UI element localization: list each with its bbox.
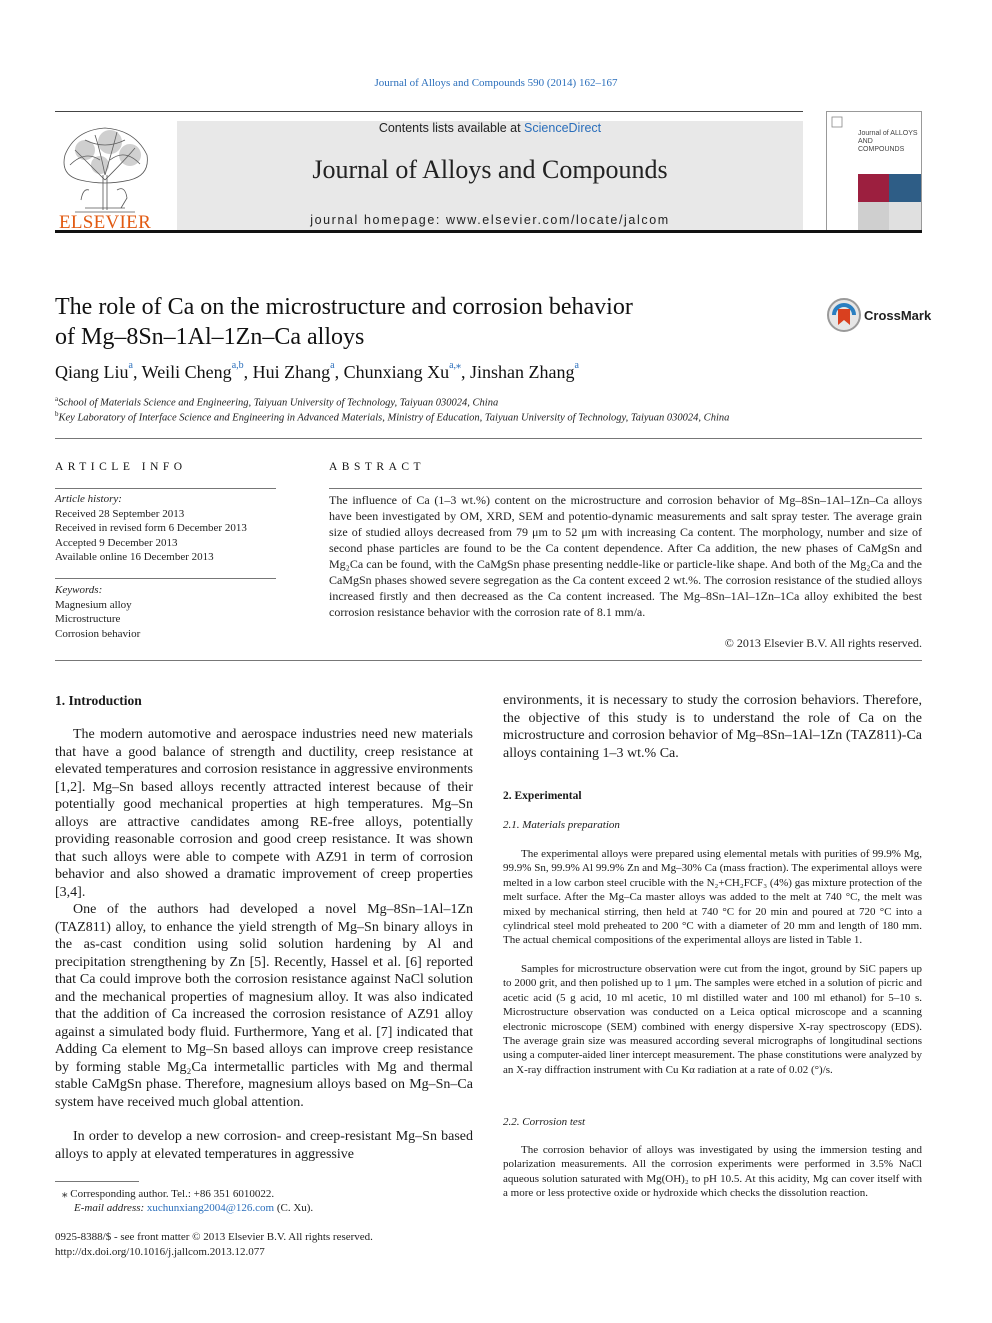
history-item: Received in revised form 6 December 2013 — [55, 522, 247, 535]
article-title-line1: The role of Ca on the microstructure and corrosion behavior — [55, 294, 633, 320]
corrosion-paragraph-1: The corrosion behavior of alloys was investigated by using the immersion testing and polarization measurements. All the corrosion experiments were performed in 3.5% NaCl aqueous solution saturated with Mg(OH)₂ to pH 10.5. At this acidity, Mg can cover itself with a more or less protective oxide or hydroxide which checks the dissolution reaction. — [503, 1144, 922, 1200]
cover-label: Journal of ALLOYS AND COMPOUNDS — [858, 130, 918, 153]
affiliation-mark: b — [55, 410, 59, 418]
intro-paragraph-3: In order to develop a new corrosion- and creep-resistant Mg–Sn based alloys to apply at elevated temperatures in aggressive — [55, 1129, 473, 1162]
affiliation-text: Key Laboratory of Interface Science and Engineering in Advanced Materials, Ministry of Education, Taiyuan University of Technology, Taiyuan 030024, China — [58, 412, 730, 424]
footnote-rule — [55, 1181, 139, 1182]
issn-line: 0925-8388/$ - see front matter © 2013 Elsevier B.V. All rights reserved. — [55, 1231, 373, 1243]
author-name: Jinshan Zhang — [470, 362, 575, 382]
journal-title: Journal of Alloys and Compounds — [312, 155, 668, 184]
intro-paragraph-1: The modern automotive and aerospace industries need new materials that have a good balance of strength and ductility, creep resistance at elevated temperatures and corrosion resistance in aggressive environments [1,2]. Mg–Sn based alloys recently attracted interest because of their potentially good mechanical properties at high temperatures. Mg–Sn alloys are attractive candidates among RE-free alloys, potentially providing reasonable corrosion and good creep resistance. It was shown that such alloys were able to compete with AZ91 in term of corrosion behavior and also showed a dramatic improvement of creep properties [3,4]. — [55, 727, 473, 900]
subsection-heading-materials: 2.1. Materials preparation — [503, 819, 620, 831]
author-name: Chunxiang Xu — [343, 362, 450, 382]
corresponding-author-footnote — [62, 1187, 274, 1200]
keyword-item: Microstructure — [55, 613, 121, 626]
article-title-line2: of Mg–8Sn–1Al–1Zn–Ca alloys — [55, 324, 365, 350]
history-item: Available online 16 December 2013 — [55, 551, 214, 564]
author-block-rule — [55, 438, 922, 439]
keywords-rule — [55, 578, 276, 579]
author-name: Hui Zhang — [252, 362, 331, 382]
history-item: Accepted 9 December 2013 — [55, 536, 178, 549]
materials-paragraph-2: Samples for microstructure observation were cut from the ingot, ground by SiC papers up to 2000 grit, and then polished up to 1 μm. The samples were etched in a solution of picric and acetic acid (5 g acid, 10 ml acetic, 10 ml distilled water and 100 ml ethanol) for 5–10 s. Microstructure observation was conducted on a Leica optical microscope and a scanning electronic microscope (SEM) combined with energy dispersive X-ray spectroscopy (EDS). The average grain size was measured according several micrographs of longitudinal sections using a computer-aided liner intercept measurement. The phase constitutions were analyzed by an X-ray diffraction instrument with Cu Kα radiation at a rate of 0.02 (°)/s. — [503, 963, 922, 1076]
article-title — [55, 292, 755, 352]
affiliation-mark: a — [55, 395, 59, 403]
affiliation — [55, 395, 498, 409]
author-name: Weili Cheng — [141, 362, 232, 382]
abstract-heading: ABSTRACT — [329, 461, 426, 473]
header-rule — [55, 111, 803, 112]
elsevier-wordmark: ELSEVIER — [58, 212, 152, 233]
crossmark-badge[interactable] — [826, 297, 936, 333]
author-affil-mark[interactable]: a — [330, 360, 335, 371]
crossmark-label: CrossMark — [864, 308, 932, 323]
section-heading-experimental: 2. Experimental — [503, 790, 582, 802]
masthead-rule — [55, 230, 922, 233]
abstract-text: The influence of Ca (1–3 wt.%) content on the microstructure and corrosion behavior of Mg–8Sn–1Al–1Zn–Ca alloys have been investigated by OM, XRD, SEM and potentio-dynamic measurements and salt spray tester. The average grain size of studied alloys decreased from 79 μm to 52 μm with increasing Ca content. The morphology, number and size of second phase particles are found to be the Ca content dependence. After Ca addition, the new phases of CaMgSn and Mg₂Ca can be found, with the CaMgSn phase presenting neddle-like or particle-like shape. And both of the Mg₂Ca and the CaMgSn phases showed severe segregation as the Ca content exceed 2 wt.%. The corrosion resistance of the studied alloys increased firstly and then decreased as the Ca content increased. The Mg–8Sn–1Al–1Zn–1Ca alloy exhibited the best corrosion resistance behavior with the corrosion rate of 8.1 mm/a. — [329, 493, 922, 619]
email-suffix: (C. Xu). — [276, 1202, 314, 1214]
history-item: Received 28 September 2013 — [55, 507, 185, 520]
keyword-item: Corrosion behavior — [55, 627, 141, 640]
affiliation-text: School of Materials Science and Engineering, Taiyuan University of Technology, Taiyuan 030024, China — [58, 397, 499, 409]
keywords — [55, 583, 276, 641]
history-label: Article history: — [55, 493, 122, 505]
abstract-rule — [329, 488, 922, 489]
subsection-heading-corrosion: 2.2. Corrosion test — [503, 1116, 586, 1128]
email-link[interactable]: xuchunxiang2004@126.com — [146, 1202, 275, 1214]
affiliation — [55, 410, 729, 424]
abstract-copyright: © 2013 Elsevier B.V. All rights reserved. — [724, 636, 922, 650]
author-affil-mark[interactable]: a,b — [231, 360, 244, 371]
author-affil-mark[interactable]: a,⁎ — [449, 360, 462, 371]
author-name: Qiang Liu — [55, 362, 129, 382]
section-heading-introduction: 1. Introduction — [55, 693, 142, 708]
crossmark-icon — [826, 297, 862, 333]
keyword-item: Magnesium alloy — [55, 598, 132, 611]
article-info-rule — [55, 488, 276, 489]
author-affil-mark[interactable]: a — [574, 360, 579, 371]
contents-available — [177, 121, 803, 135]
elsevier-tree-logo — [55, 120, 155, 215]
corresponding-author-text: Corresponding author. Tel.: +86 351 6010022. — [70, 1188, 275, 1200]
author-affil-mark[interactable]: a — [128, 360, 133, 371]
sciencedirect-link[interactable]: ScienceDirect — [524, 121, 602, 135]
materials-paragraph-1: The experimental alloys were prepared using elemental metals with purities of 99.9% Mg, 99.9% Sn, 99.9% Al 99.9% Zn and Mg–30% Ca (mass fraction). The experimental alloys were melted in a low carbon steel crucible with the N₂+CH₂FCF₃ (4%) gas mixture protection of the melt surface. After the Mg–Ca master alloys was added to the melt at 740 °C, the melt was mixed by mechanical stirring, then held at 740 °C for 20 min and poured at 720 °C into a cylindrical steel mold preheated to 200 °C with a diameter of 20 mm and length of 180 mm. The actual chemical compositions of the experimental alloys are listed in Table 1. — [503, 848, 922, 947]
journal-citation[interactable]: Journal of Alloys and Compounds 590 (2014) 162–167 — [374, 77, 618, 89]
intro-paragraph-3-continued: environments, it is necessary to study the corrosion behaviors. Therefore, the objective of this study is to understand the role of Ca on the microstructure and corrosion behavior of Mg–8Sn–1Al–1Zn (TAZ811)-Ca alloys containing 1–3 wt.% Ca. — [503, 693, 922, 761]
article-info-heading: ARTICLE INFO — [55, 461, 187, 473]
footnote-marker: ⁎ — [62, 1188, 68, 1200]
doi-link[interactable]: http://dx.doi.org/10.1016/j.jallcom.2013.12.077 — [55, 1246, 265, 1258]
contents-prefix: Contents lists available at — [378, 121, 525, 135]
article-history — [55, 492, 276, 565]
abstract-bottom-rule — [55, 660, 922, 661]
email-footnote — [74, 1202, 313, 1214]
email-label: E-mail address: — [74, 1202, 145, 1214]
journal-cover-thumbnail — [826, 111, 922, 231]
journal-homepage[interactable]: journal homepage: www.elsevier.com/locate/jalcom — [310, 213, 670, 227]
keywords-label: Keywords: — [55, 584, 103, 596]
author-list: Qiang Liu$^a$, Weili Cheng$^{a,b}$, Hui Zhang$^a$, Chunxiang $Xu^{a,⁎}$, Jinshan Zhang$^a$ — [55, 360, 579, 382]
intro-paragraph-2: One of the authors had developed a novel Mg–8Sn–1Al–1Zn (TAZ811) alloy, to enhance the yield strength of Mg–Sn binary alloys in the as-cast condition using solid solution hardening by Al and precipitation strengthening by Zn [5]. Recently, Hassel et al. [6] reported that Ca could improve both the corrosion resistance against NaCl solution and the mechanical properties of magnesium alloy. It was also indicated that the addition of Ca increased the corrosion resistance of AZ91 alloy against a simulated body fluid. Furthermore, Yang et al. [7] indicated that Adding Ca element to Mg–Sn based alloys can improve creep resistance by forming stable Mg₂Ca intermetallic particles with Mg and thermal stable CaMgSn phase. Therefore, magnesium alloys based on Mg–Sn–Ca system have received much global attention. — [55, 902, 473, 1110]
